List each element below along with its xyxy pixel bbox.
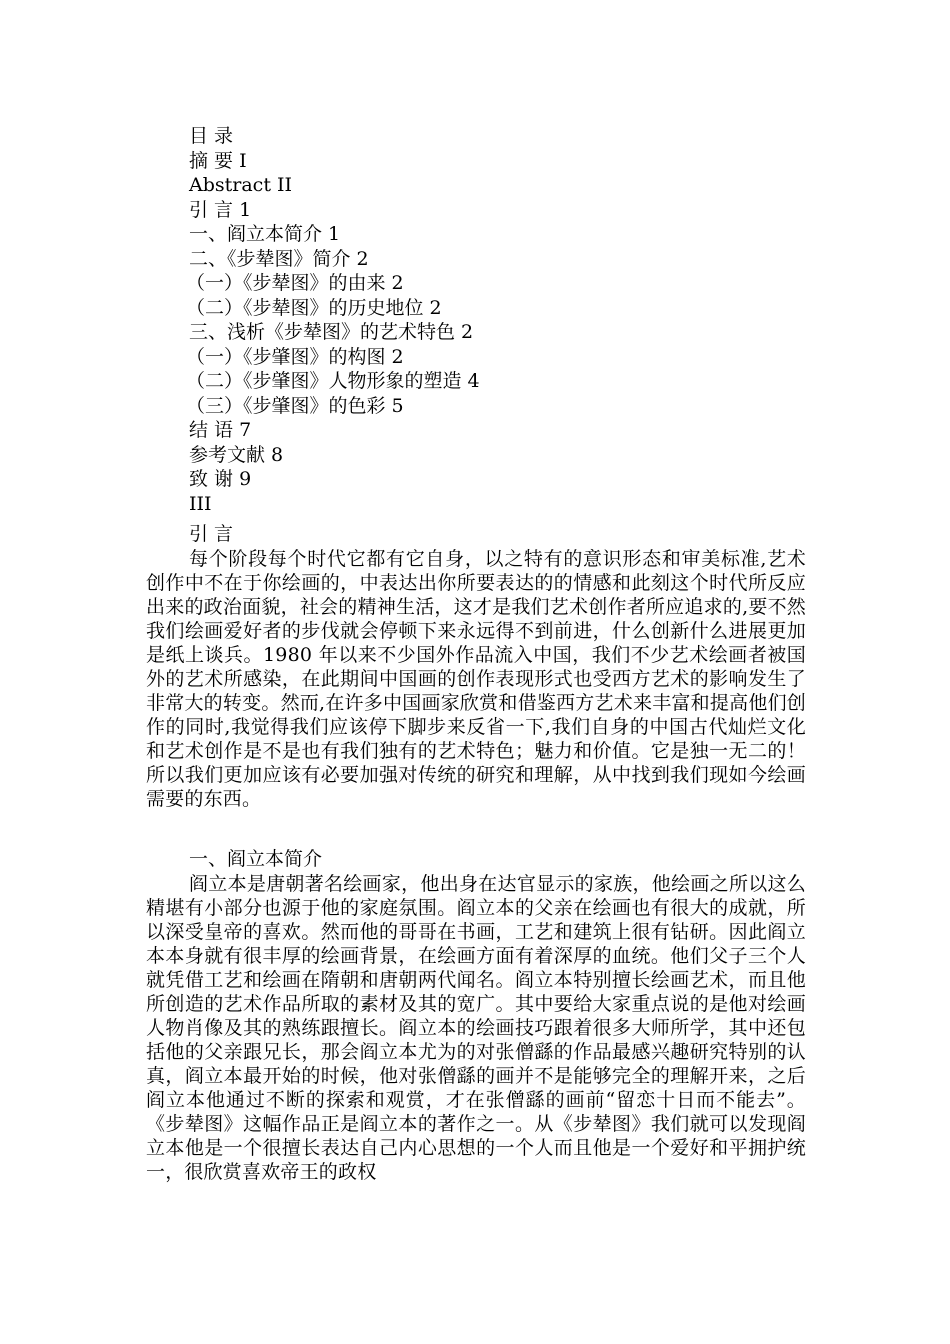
toc-item: Abstract II: [189, 174, 293, 196]
toc-item: 引 言 1: [189, 198, 252, 221]
toc-item: 三、浅析《步辇图》的艺术特色 2: [189, 321, 474, 343]
toc-item: 结 语 7: [189, 419, 252, 441]
toc-item: （二）《步辇图》的历史地位 2: [186, 296, 442, 319]
toc-item: 二、《步辇图》简介 2: [189, 247, 369, 270]
intro-paragraph: 每个阶段每个时代它都有它自身，以之特有的意识形态和审美标准,艺术创作中不在于你绘画的，中表达出你所要表达的的情感和此刻这个时代所反应出来的政治面貌，社会的精神生活，这才是我们艺术创作者所应追求的,要不然我们绘画爱好者的步伐就会停顿下来永远得不到前进，什么创新什么进展更加是纸上谈兵。1980 年以来不少国外作品流入中国，我们不少艺术绘画者被国外的艺术所感染，在此期间中国画的创作表现形式也受西方艺术的影响发生了非常大的转变。然而,在许多中国画家欣赏和借鉴西方艺术来丰富和提高他们创作的同时,我觉得我们应该停下脚步来反省一下,我们自身的中国古代灿烂文化和艺术创作是不是也有我们独有的艺术特色；魅力和价值。它是独一无二的！所以我们更加应该有必要加强对传统的研究和理解，从中找到我们现如今绘画需要的东西。: [146, 548, 806, 810]
toc-item: 摘 要 I: [189, 149, 247, 172]
toc-item: 参考文献 8: [189, 443, 284, 466]
toc-title: 目 录: [189, 125, 234, 147]
toc-item: 致 谢 9: [189, 468, 252, 490]
toc-item: （三）《步肇图》的色彩 5: [186, 394, 404, 417]
section-heading: 一、阎立本简介: [189, 848, 323, 870]
intro-heading: 引 言: [189, 523, 234, 545]
toc-item: （一）《步辇图》的由来 2: [186, 272, 404, 294]
section-paragraph: 阎立本是唐朝著名绘画家，他出身在达官显示的家族，他绘画之所以这么精堪有小部分也源于他的家庭氛围。阎立本的父亲在绘画也有很大的成就，所以深受皇帝的喜欢。然而他的哥哥在书画，工艺和建筑上很有钻研。因此阎立本本身就有很丰厚的绘画背景，在绘画方面有着深厚的血统。他们父子三个人就凭借工艺和绘画在隋朝和唐朝两代闻名。阎立本特别擅长绘画艺术，而且他所创造的艺术作品所取的素材及其的宽广。其中要给大家重点说的是他对绘画人物肖像及其的熟练跟擅长。阎立本的绘画技巧跟着很多大师所学，其中还包括他的父亲跟兄长，那会阎立本尤为的对张僧繇的作品最感兴趣研究特别的认真，阎立本最开始的时候，他对张僧繇的画并不是能够完全的理解开来，之后阎立本他通过不断的探索和观赏，才在张僧繇的画前“留恋十日而不能去”。《步辇图》这幅作品正是阎立本的著作之一。从《步辇图》我们就可以发现阎立本他是一个很擅长表达自己内心思想的一个人而且他是一个爱好和平拥护统一，很欣赏喜欢帝王的政权: [146, 873, 806, 1183]
toc-item: 一、阎立本简介 1: [189, 223, 341, 245]
toc-item: （二）《步肇图》人物形象的塑造 4: [186, 370, 480, 392]
toc-item: （一）《步肇图》的构图 2: [186, 345, 404, 368]
table-of-contents: [186, 124, 480, 516]
page-number: III: [189, 492, 212, 515]
